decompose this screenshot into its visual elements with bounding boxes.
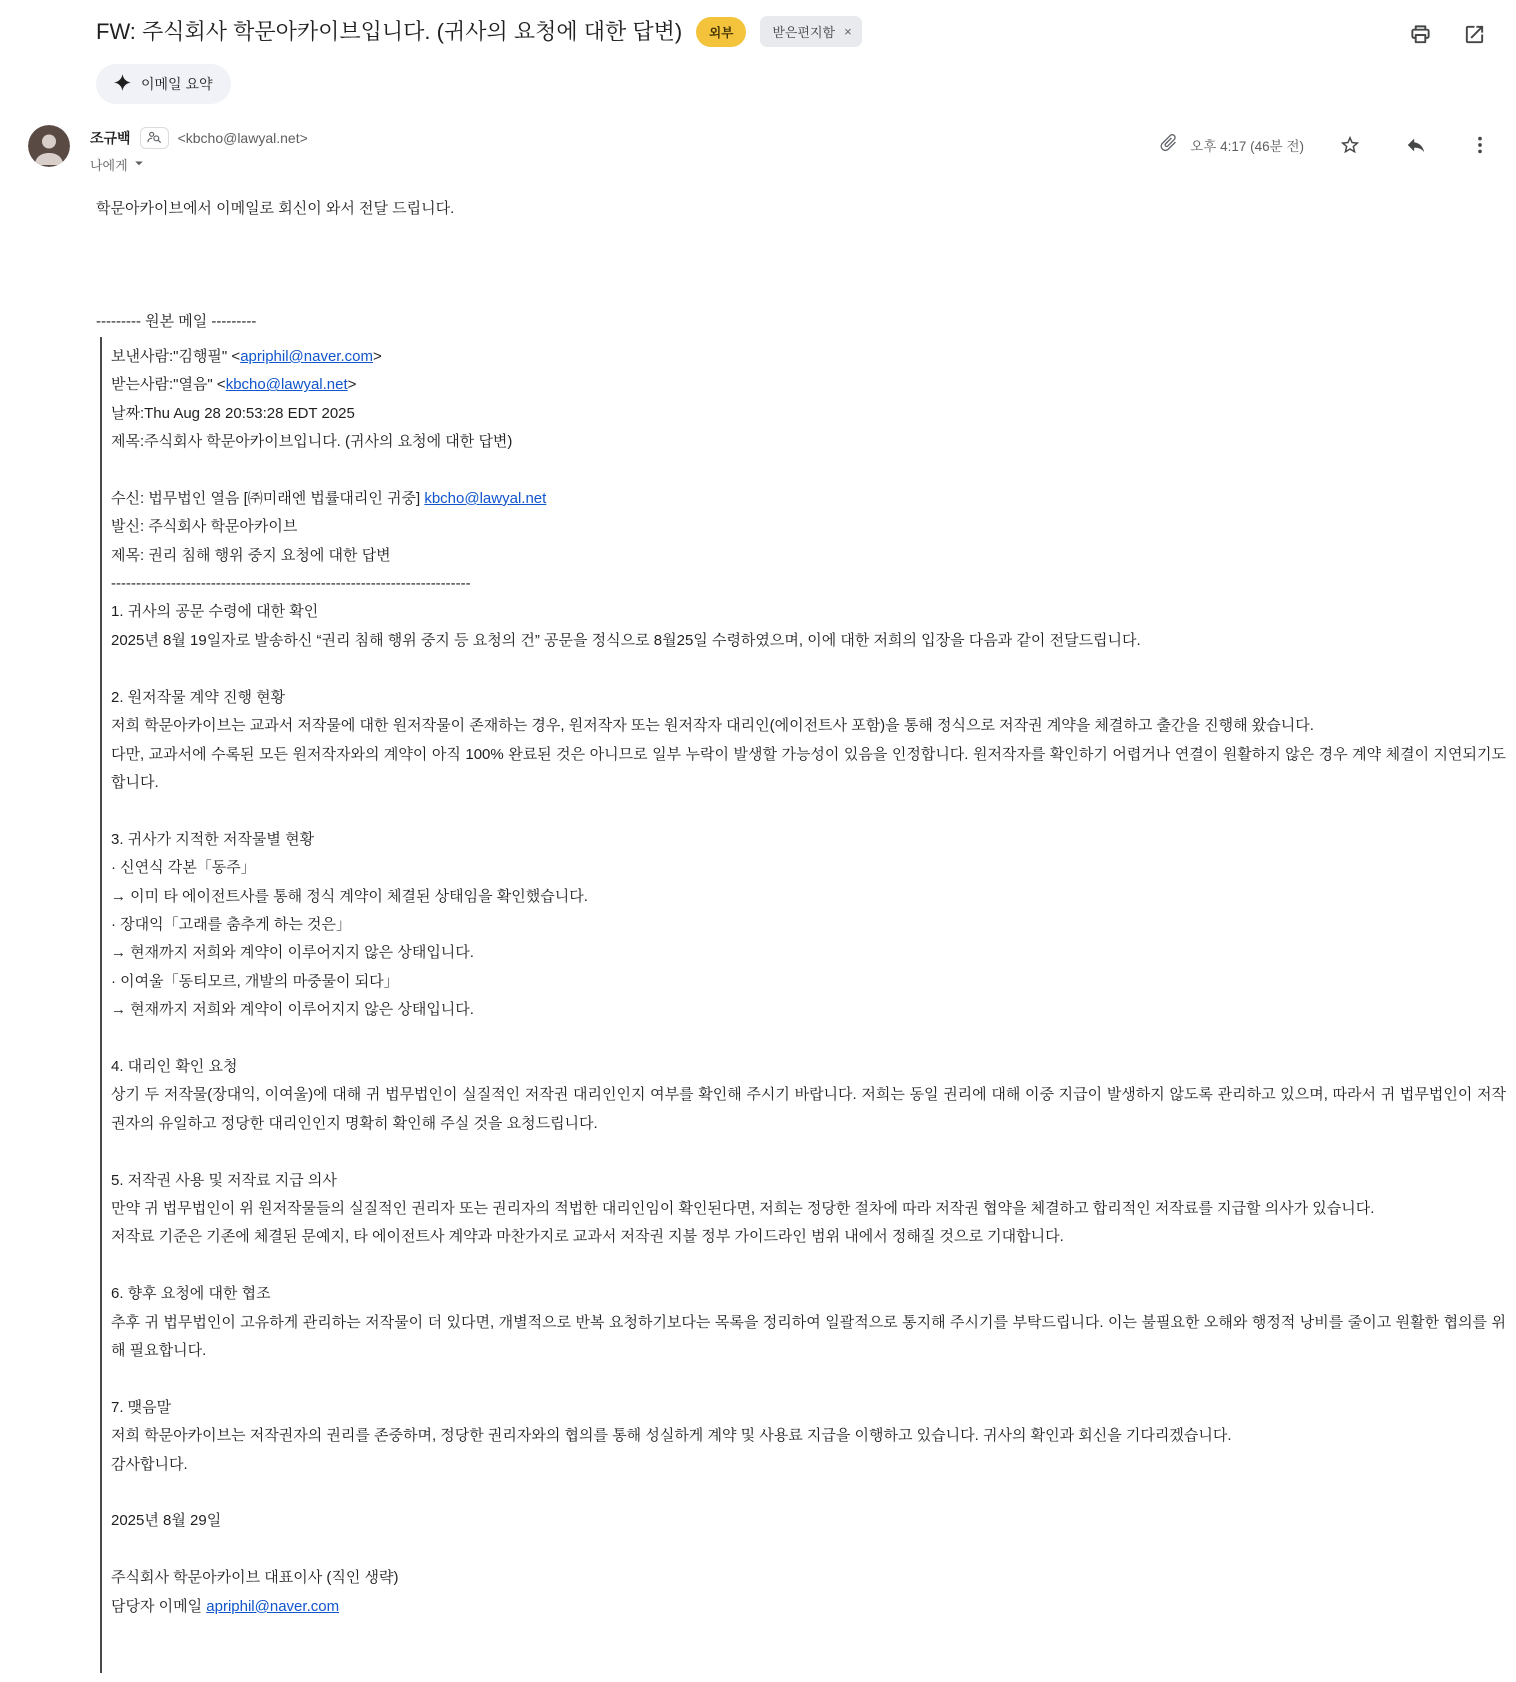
- quote-line: 수신: 법무법인 열음 [㈜미래엔 법률대리인 귀중] kbcho@lawyal.net: [111, 489, 547, 507]
- open-in-new-icon: [1463, 23, 1486, 46]
- star-outline-icon: [1339, 134, 1361, 156]
- inbox-label-text: 받은편지함: [772, 25, 836, 40]
- quote-line: · 장대익「고래를 춤추게 하는 것은」: [111, 915, 352, 933]
- quote-line: 받는사람:"열음" <kbcho@lawyal.net>: [111, 376, 357, 394]
- quote-line: 2. 원저작물 계약 진행 현황: [111, 688, 286, 706]
- star-button[interactable]: [1338, 133, 1362, 157]
- email-link[interactable]: apriphil@naver.com: [206, 1597, 340, 1615]
- summarize-email-label: 이메일 요약: [141, 76, 213, 92]
- quote-line: 3. 귀사가 지적한 저작물별 현황: [111, 830, 315, 848]
- quote-line: 5. 저작권 사용 및 저작료 지급 의사: [111, 1171, 337, 1189]
- quote-line: [111, 797, 1506, 825]
- quote-line: [111, 1138, 1506, 1166]
- quote-line: [111, 456, 1506, 484]
- quoted-message: [100, 337, 1506, 1673]
- quote-line: · 신연식 각본「동주」: [111, 859, 256, 877]
- quote-line: → 현재까지 저희와 계약이 이루어지지 않은 상태입니다.: [111, 944, 474, 962]
- quote-line: 보낸사람:"김행필" <apriphil@naver.com>: [111, 347, 382, 365]
- quote-line: 추후 귀 법무법인이 고유하게 관리하는 저작물이 더 있다면, 개별적으로 반복 요청하기보다는 목록을 정리하여 일괄적으로 통지해 주시기를 부탁드립니다. 이는 불필요한 오해와 행정적 낭비를 줄이고 원활한 협의를 위해 필요합니다.: [111, 1313, 1506, 1360]
- sender-name: 조규백: [90, 130, 131, 146]
- quote-line: [111, 1479, 1506, 1507]
- quote-line: 저희 학문아카이브는 교과서 저작물에 대한 원저작물이 존재하는 경우, 원저작자 또는 원저작자 대리인(에이전트사 포함)을 통해 정식으로 저작권 계약을 체결하고 출간을 진행해 왔습니다.: [111, 717, 1314, 735]
- quote-line: 발신: 주식회사 학문아카이브: [111, 518, 298, 536]
- remove-label-icon[interactable]: ×: [844, 24, 852, 39]
- recipient-dropdown[interactable]: [90, 154, 308, 175]
- quote-line: 1. 귀사의 공문 수령에 대한 확인: [111, 603, 319, 621]
- quote-line: 제목:주식회사 학문아카이브입니다. (귀사의 요청에 대한 답변): [111, 433, 513, 451]
- sender-info: [90, 125, 308, 175]
- message-timestamp: 오후 4:17 (46분 전): [1190, 139, 1304, 154]
- gemini-sparkle-icon: [114, 74, 131, 94]
- quote-line: → 이미 타 에이전트사를 통해 정식 계약이 체결된 상태임을 확인했습니다.: [111, 887, 588, 905]
- message-meta: [1158, 125, 1492, 158]
- inbox-label-chip[interactable]: [760, 16, 861, 47]
- print-button[interactable]: [1408, 22, 1432, 46]
- quote-line: 날짜:Thu Aug 28 20:53:28 EDT 2025: [111, 404, 355, 422]
- open-in-new-window-button[interactable]: [1462, 22, 1486, 46]
- quote-line: [111, 1365, 1506, 1393]
- email-link[interactable]: kbcho@lawyal.net: [225, 376, 348, 394]
- intro-paragraph: 학문아카이브에서 이메일로 회신이 와서 전달 드립니다.: [96, 200, 455, 217]
- quote-line: [111, 655, 1506, 683]
- paperclip-icon: [1158, 132, 1179, 158]
- quote-line: [111, 1536, 1506, 1564]
- quote-line: 상기 두 저작물(장대익, 이여울)에 대해 귀 법무법인이 실질적인 저작권 대리인인지 여부를 확인해 주시기 바랍니다. 저희는 동일 권리에 대해 이중 지급이 발생하지 않도록 관리하고 있으며, 따라서 귀 법무법인이 저작권자의 유일하고 정당한 대리인인지 명확히 확인해 주실 것을 요청드립니다.: [111, 1086, 1506, 1132]
- reply-button[interactable]: [1404, 133, 1428, 157]
- quote-line: [111, 1252, 1506, 1280]
- quote-line: 다만, 교과서에 수록된 모든 원저작자와의 계약이 아직 100% 완료된 것은 아니므로 일부 누락이 발생할 가능성이 있음을 인정합니다. 원저작자를 확인하기 어렵거나 연결이 원활하지 않은 경우 계약 체결이 지연되기도 합니다.: [111, 745, 1506, 791]
- person-search-icon: [146, 130, 162, 147]
- message-body: [96, 195, 1506, 1673]
- more-vert-icon: [1469, 134, 1491, 156]
- email-subject: FW: 주식회사 학문아카이브입니다. (귀사의 요청에 대한 답변): [96, 18, 683, 44]
- chevron-down-icon: [130, 154, 148, 175]
- quote-line: 2025년 8월 19일자로 발송하신 “권리 침해 행위 중지 등 요청의 건” 공문을 정식으로 8월25일 수령하였으며, 이에 대한 저희의 입장을 다음과 같이 전달드립니다.: [111, 631, 1141, 649]
- sender-row: [28, 125, 1492, 175]
- quote-line: 저희 학문아카이브는 저작권자의 권리를 존중하며, 정당한 권리자와의 협의를 통해 성실하게 계약 및 사용료 지급을 이행하고 있습니다. 귀사의 확인과 회신을 기다리겠습니다.: [111, 1427, 1232, 1445]
- original-mail-separator: --------- 원본 메일 ---------: [96, 313, 257, 331]
- quote-line: 7. 맺음말: [111, 1398, 172, 1416]
- quote-line: 제목: 권리 침해 행위 중지 요청에 대한 답변: [111, 546, 391, 564]
- printer-icon: [1409, 23, 1432, 46]
- quote-line: → 현재까지 저희와 계약이 이루어지지 않은 상태입니다.: [111, 1001, 474, 1019]
- avatar[interactable]: [28, 125, 70, 167]
- quote-line: [111, 1025, 1506, 1053]
- quote-line: 6. 향후 요청에 대한 협조: [111, 1285, 271, 1303]
- quote-line: ------------------------------------------------------------------------: [111, 575, 471, 593]
- quote-line: 2025년 8월 29일: [111, 1512, 222, 1530]
- quote-line: 감사합니다.: [111, 1455, 188, 1473]
- email-link[interactable]: apriphil@naver.com: [240, 347, 373, 365]
- subject-row: [96, 16, 1316, 47]
- quote-line: · 이여울「동티모르, 개발의 마중물이 되다」: [111, 972, 399, 990]
- reply-arrow-icon: [1405, 134, 1427, 156]
- message-toolbar: [1408, 22, 1486, 46]
- quote-line: 만약 귀 법무법인이 위 원저작물들의 실질적인 권리자 또는 권리자의 적법한 대리인임이 확인된다면, 저희는 정당한 절차에 따라 저작권 협약을 체결하고 합리적인 저작료를 지급할 의사가 있습니다.: [111, 1200, 1375, 1217]
- more-options-button[interactable]: [1468, 133, 1492, 157]
- quote-line: 담당자 이메일 apriphil@naver.com: [111, 1597, 340, 1615]
- summarize-email-button[interactable]: [96, 64, 231, 104]
- lookup-sender-button[interactable]: [140, 127, 169, 149]
- email-link[interactable]: kbcho@lawyal.net: [424, 489, 547, 507]
- external-badge: 외부: [696, 17, 746, 47]
- quote-line: 주식회사 학문아카이브 대표이사 (직인 생략): [111, 1569, 399, 1587]
- quote-line: 4. 대리인 확인 요청: [111, 1057, 238, 1075]
- sender-email: <kbcho@lawyal.net>: [177, 130, 308, 146]
- quote-line: 저작료 기준은 기존에 체결된 문예지, 타 에이전트사 계약과 마찬가지로 교과서 저작권 지불 정부 가이드라인 범위 내에서 정해질 것으로 기대합니다.: [111, 1228, 1064, 1246]
- recipient-label: 나에게: [90, 158, 128, 173]
